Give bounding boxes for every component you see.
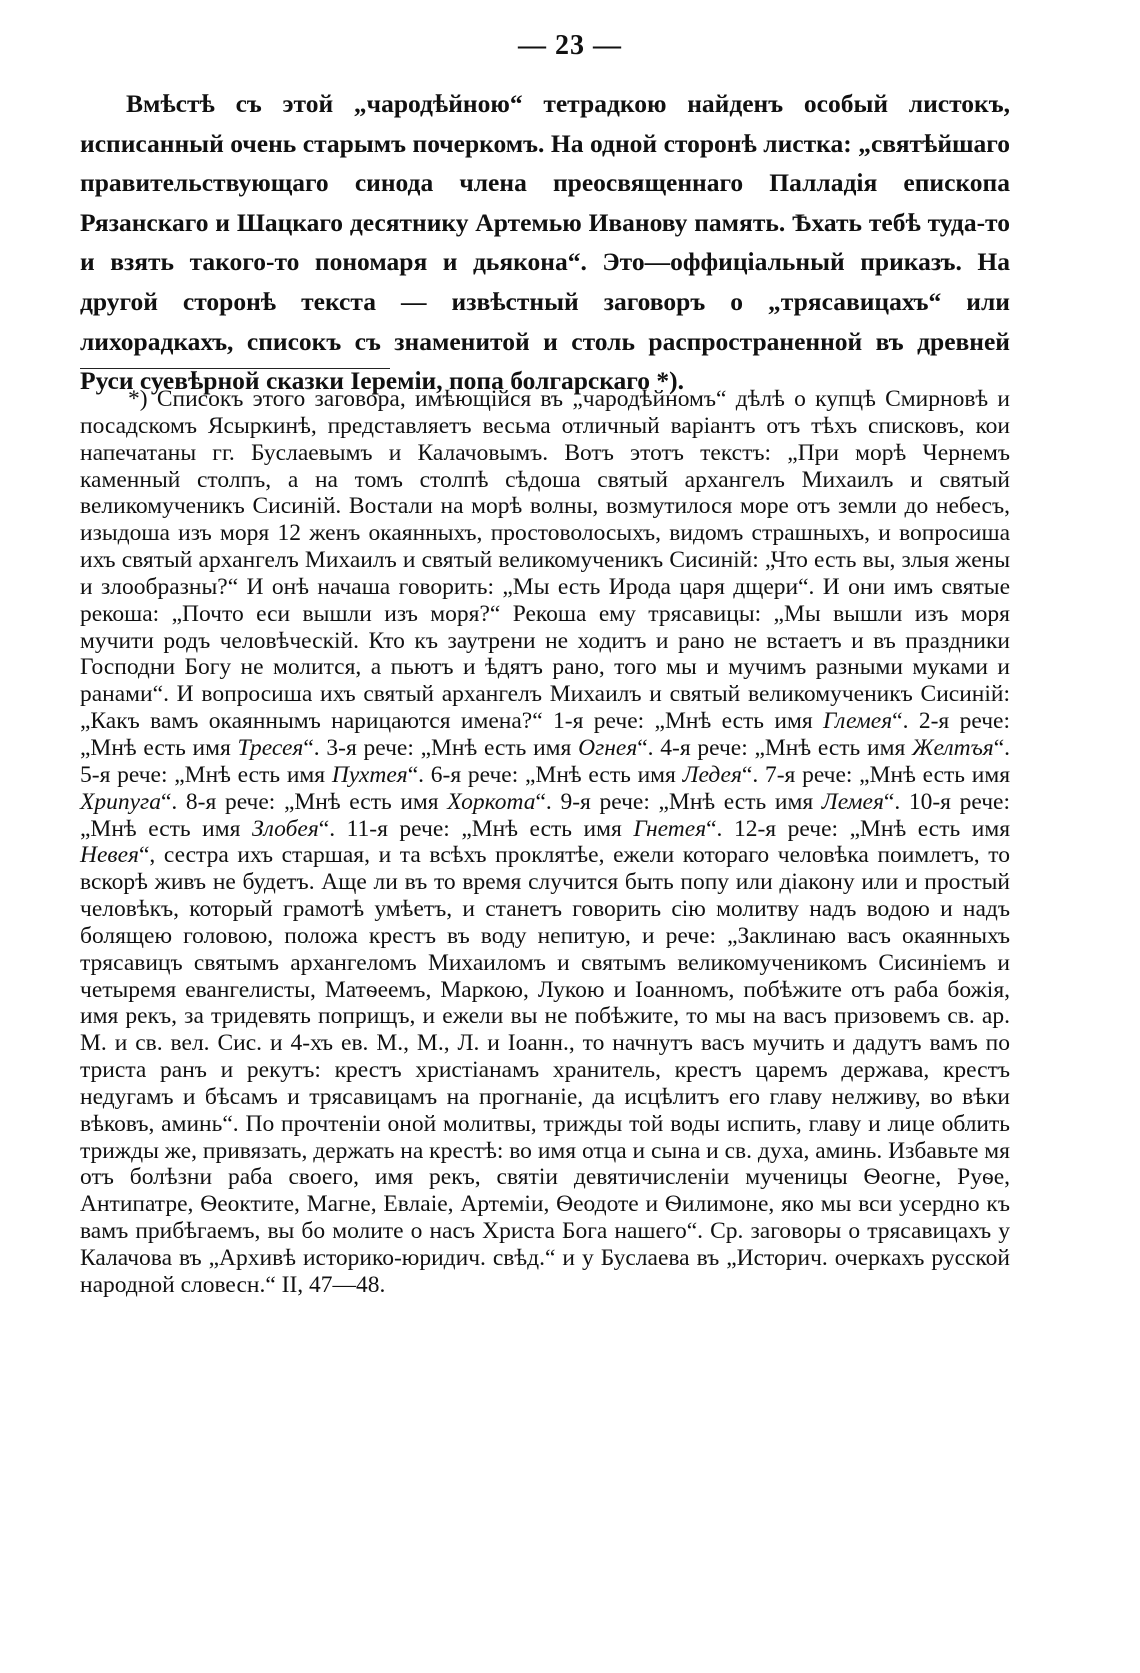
- name-khorkota: Хоркота: [447, 788, 536, 815]
- name-pukhteya: Пухтея: [331, 761, 408, 788]
- name-khripuga: Хрипуга: [80, 788, 161, 815]
- name-gneteya: Гнетея: [633, 815, 707, 842]
- footnote: [80, 386, 1010, 1299]
- footnote-text: “. 10-я рече: „Мнѣ есть имя: [80, 788, 1011, 842]
- name-neveya: Невея: [80, 842, 139, 869]
- name-ogneya: Огнея: [578, 734, 638, 761]
- footnote-text: “. 4-я рече: „Мнѣ есть имя: [637, 734, 906, 761]
- footnote-text: “. 2-я рече: „Мнѣ есть имя: [80, 708, 1010, 761]
- name-ledeya: Ледея: [682, 761, 742, 788]
- name-zheltya: Желтъя: [911, 734, 994, 761]
- main-paragraph: Вмѣстѣ съ этой „чародѣйною“ тетрадкою найденъ особый листокъ, исписанный очень старымъ почеркомъ. На одной сторонѣ листка: „святѣйшаго правительствующаго синода члена преосвященнаго Палладія епископа Рязанскаго и Шацкаго десятнику Артемью Иванову память. Ѣхать тебѣ туда-то и взять такого-то пономаря и дьякона“. Это—оффиціальный приказъ. На другой сторонѣ текста — извѣстный заговоръ о „трясавицахъ“ или лихорадкахъ, списокъ съ знаменитой и столь распространенной въ древней Руси суевѣрной сказки Іереміи, попа болгарскаго *).: [80, 89, 1010, 396]
- footnote-text: “. 6-я рече: „Мнѣ есть имя: [407, 761, 676, 788]
- footnote-separator: [80, 368, 390, 369]
- footnote-text: “. 3-я рече: „Мнѣ есть имя: [303, 734, 572, 761]
- footnote-text: “. 5-я рече: „Мнѣ есть имя: [80, 734, 1011, 788]
- page-number: — 23 —: [518, 30, 622, 61]
- footnote-text: “, сестра ихъ старшая, и та всѣхъ проклятѣе, ежели котораго человѣка поимлетъ, то вскорѣ живъ не будетъ. Аще ли въ то время случится быть попу или діакону или и простый человѣкъ, который грамотѣ умѣетъ, и станетъ говорить сію молитву надъ водою и надъ болящею головою, положа крестъ въ воду непитую, и рече: „Заклинаю васъ окаянныхъ трясавицъ святымъ архангеломъ Михаиломъ и святымъ великомученикомъ Сисиніемъ и четыремя евангелисты, Матѳеемъ, Маркою, Лукою и Іоанномъ, побѣжите отъ раба божія, имя рекъ, за тридевять поприщъ, и ежели вы не побѣжите, то мы на васъ призовемъ св. ар. М. и св. вел. Сис. и 4-хъ ев. М., М., Л. и Іоанн., то начнутъ васъ мучить и дадутъ вамъ по триста ранъ и рекутъ: крестъ христіанамъ хранитель, крестъ царемъ держава, крестъ недугамъ и бѣсамъ и трясавицамъ на прогнаніе, да исцѣлитъ его главу нелживу, во вѣки вѣковъ, аминь“. По прочтеніи оной молитвы, трижды той воды испить, главу и лице облить трижды же, привязать, держать на крестѣ: во имя отца и сына и св. духа, аминь. Избавьте мя отъ болѣзни раба своего, имя рекъ, святіи девятичисленіи мученицы Ѳеогне, Руѳе, Антипатре, Ѳеоктите, Магне, Евлаіе, Артеміи, Ѳеодоте и Ѳилимоне, яко мы вси усердно къ вамъ прибѣгаемъ, вы бо молите о насъ Христа Бога нашего“. Ср. заговоры о трясавицахъ у Калачова въ „Архивѣ историко-юридич. свѣд.“ и у Буслаева въ „Историч. очеркахъ русской народной словесн.“ II, 47—48.: [80, 842, 1010, 1298]
- footnote-text: “. 7-я рече: „Мнѣ есть имя: [741, 761, 1011, 788]
- name-lemeya: Лемея: [821, 788, 884, 815]
- footnote-text: *) Списокъ этого заговора, имѣющійся въ „чародѣйномъ“ дѣлѣ о купцѣ Смирновѣ и посадскомъ Ясыркинѣ, представляетъ весьма отличный варіантъ отъ тѣхъ списковъ, кои напечатаны гг. Буслаевымъ и Калачовымъ. Вотъ этотъ текстъ: „При морѣ Чернемъ каменный столпъ, а на томъ столпѣ сѣдоша святый архангелъ Михаилъ и святый великомученикъ Сисиній. Востали на морѣ волны, возмутилося море отъ земли до небесъ, изыдоша изъ моря 12 женъ окаянныхъ, простоволосыхъ, видомъ страшныхъ, и вопросиша ихъ святый архангелъ Михаилъ и святый великомученикъ Сисиній: „Что есть вы, злыя жены и злообразны?“ И онѣ начаша говорить: „Мы есть Ирода царя дщери“. И они имъ святые рекоша: „Почто еси вышли изъ моря?“ Рекоша ему трясавицы: „Мы вышли изъ моря мучити родъ человѣческій. Кто къ заутрени не ходитъ и рано не встаетъ и въ праздники Господни Богу не молится, а пьютъ и ѣдятъ рано, того мы и мучимъ разными муками и ранами“. И вопросиша ихъ святый архангелъ Михаилъ и святый великомученикъ Сисиній: „Какъ вамъ окаяннымъ нарицаются имена?“ 1-я рече: „Мнѣ есть имя: [80, 386, 1010, 735]
- footnote-text: “. 12-я рече: „Мнѣ есть имя: [706, 815, 1011, 842]
- name-glemeya: Глемея: [823, 708, 893, 735]
- footnote-text: “. 8-я рече: „Мнѣ есть имя: [160, 788, 439, 815]
- footnote-text: “. 11-я рече: „Мнѣ есть имя: [318, 815, 622, 842]
- name-treseya: Тресея: [237, 734, 304, 761]
- footnote-text: “. 9-я рече: „Мнѣ есть имя: [535, 788, 814, 815]
- name-zlobeya: Злобея: [251, 815, 319, 842]
